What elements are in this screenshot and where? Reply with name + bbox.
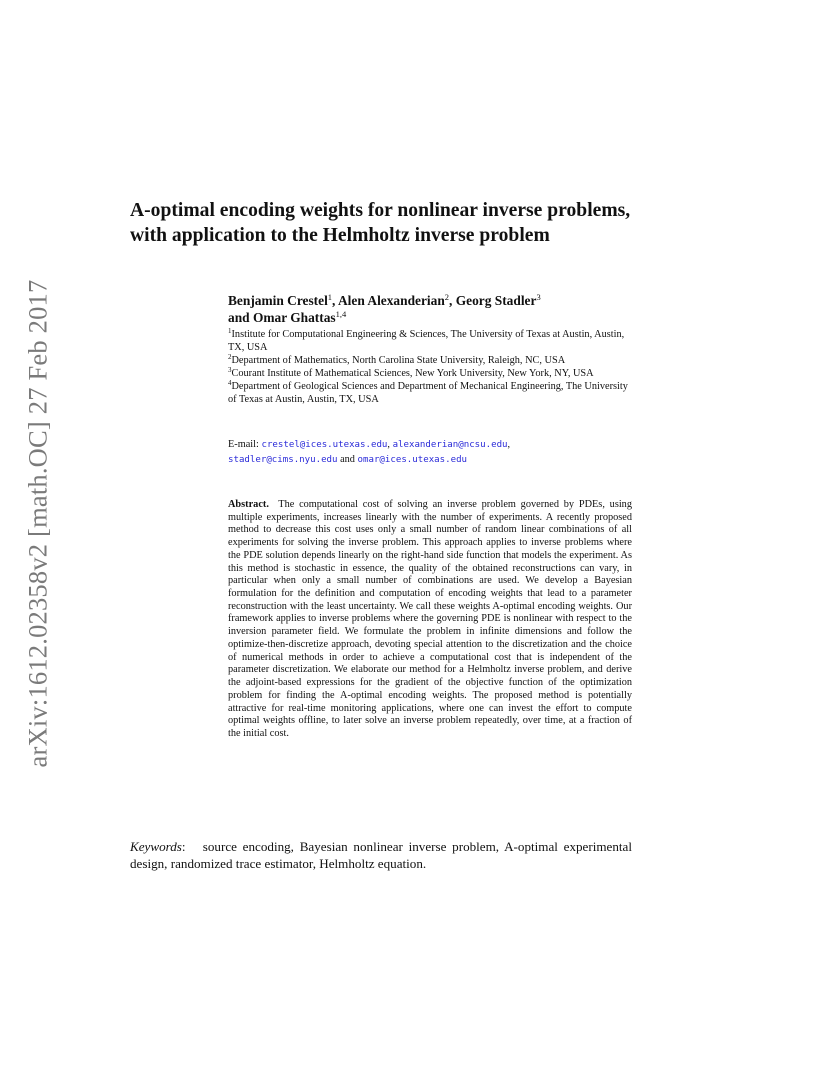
keywords-text: source encoding, Bayesian nonlinear inverse problem, A-optimal experimental design, randomized trace estimator, Helmholtz equation.	[130, 839, 632, 871]
affiliation-item: $^2$Department of Mathematics, North Carolina State University, Raleigh, NC, USA	[228, 353, 566, 367]
keywords: Keywords: source encoding, Bayesian nonlinear inverse problem, A-optimal experimental design, randomized trace estimator, Helmholtz equation.	[130, 839, 632, 871]
arxiv-identifier-text: arXiv:1612.02358v2 [math.OC] 27 Feb 2017	[22, 279, 53, 767]
paper-title: A-optimal encoding weights for nonlinear inverse problems, with application to the Helmholtz inverse problem	[130, 200, 631, 246]
author-affiliation-mark: 2	[444, 292, 450, 302]
abstract-body: The computational cost of solving an inverse problem governed by PDEs, using multiple experiments, increases linearly with the number of experiments. A recently proposed method to decrease this cost uses only a small number of random linear combinations of all experiments for solving the inverse problem. This approach applies to inverse problems where the PDE solution depends linearly on the right-hand side function that models the experiment. As this method is stochastic in essence, the quality of the obtained reconstructions can vary, in particular when only a small number of combinations are used. We develop a Bayesian formulation for the definition and computation of encoding weights that lead to a parameter reconstruction with the least uncertainty. We call these weights A-optimal encoding weights. Our framework applies to inverse problems where the governing PDE is nonlinear with respect to the inversion parameter field. We formulate the problem in infinite dimensions and follow the optimize-then-discretize approach, devoting special attention to the discretization and the choice of numerical methods in order to achieve a computational cost that is independent of the parameter discretization. We elaborate our method for a Helmholtz inverse problem, and derive the adjoint-based expressions for the gradient of the objective function of the optimization problem for finding the A-optimal encoding weights. The proposed method is potentially attractive for real-time monitoring applications, where one can invest the effort to compute optimal weights offline, to later solve an inverse problem repeatedly, over time, at a fraction of the initial cost.	[228, 499, 632, 739]
email-link[interactable]: crestel@ices.utexas.edu	[261, 440, 388, 450]
author-list: Benjamin Crestel$^1$, Alen Alexanderian$^2$, Georg Stadler$^3$ and Omar Ghattas$^{1,4}$	[228, 292, 541, 325]
arxiv-identifier-stamp	[18, 268, 58, 778]
email-link[interactable]: alexanderian@ncsu.edu	[392, 440, 508, 450]
affiliation-item: $^4$Department of Geological Sciences and Department of Mechanical Engineering, The University of Texas at Austin, Austin, TX, USA	[228, 379, 628, 406]
author-name: Omar Ghattas	[252, 310, 336, 325]
abstract-heading: Abstract.	[228, 499, 269, 510]
email-label: E-mail:	[228, 439, 259, 450]
affiliation-list	[228, 328, 633, 407]
affiliation-item: $^3$Courant Institute of Mathematical Sciences, New York University, New York, NY, USA	[228, 366, 594, 380]
email-link[interactable]: omar@ices.utexas.edu	[357, 454, 468, 465]
email-and: and	[340, 453, 355, 465]
keywords-heading: Keywords	[130, 839, 182, 854]
author-affiliation-mark: 1,4	[335, 309, 347, 319]
affiliation-item: $^1$Institute for Computational Engineering & Sciences, The University of Texas at Austin, Austin, TX, USA	[228, 327, 625, 354]
author-affiliation-mark: 3	[536, 292, 541, 302]
abstract	[228, 499, 632, 741]
author-name: Benjamin Crestel	[228, 293, 328, 308]
author-and: and	[228, 310, 253, 325]
author-name: Alen Alexanderian	[338, 293, 445, 308]
author-affiliation-mark: 1	[327, 292, 333, 302]
author-name: Georg Stadler	[455, 293, 537, 308]
email-block: E-mail: crestel@ices.utexas.edu, alexanderian@ncsu.edu, stadler@cims.nyu.edu and omar@ices.utexas.edu	[228, 439, 511, 465]
email-link[interactable]: stadler@cims.nyu.edu	[228, 454, 338, 465]
